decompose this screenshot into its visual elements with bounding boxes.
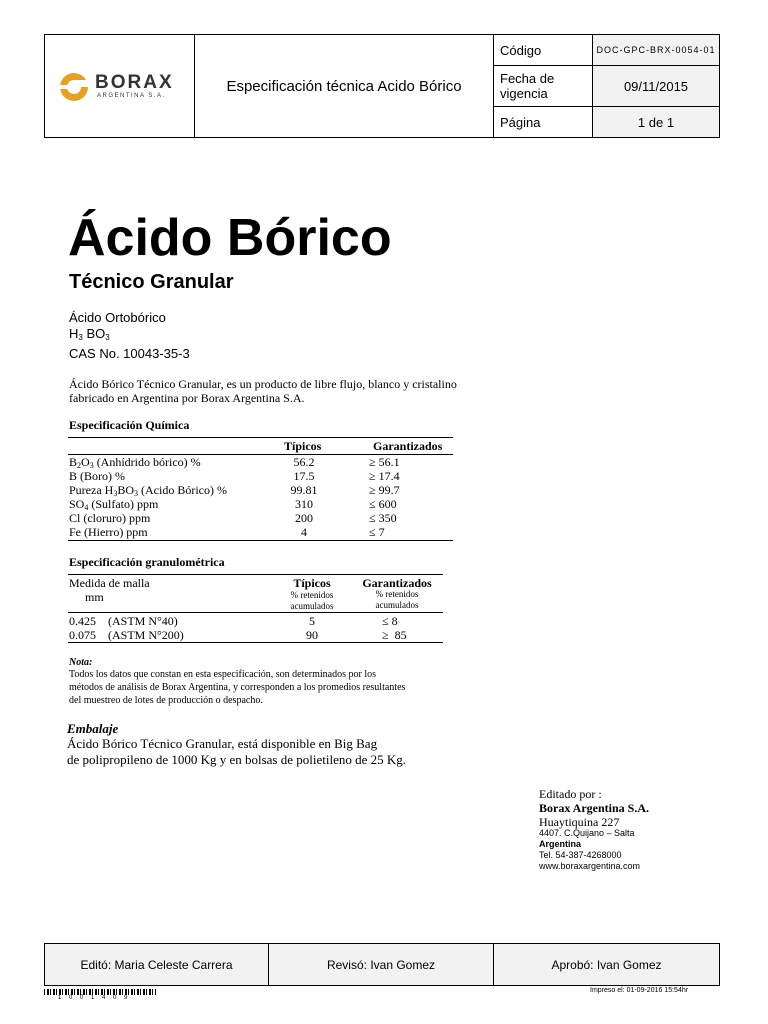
chem-row-guaranteed: ≤ 600 [369, 497, 397, 511]
chem-top-rule [68, 437, 453, 438]
cas-number: CAS No. 10043-35-3 [69, 346, 190, 361]
fecha-value: 09/11/2015 [593, 66, 719, 107]
chem-col-typicos: Típicos [284, 439, 322, 453]
chem-row [69, 455, 453, 469]
document-title: Especificación técnica Acido Bórico [195, 35, 494, 137]
chem-row-label: $SO_4$ (Sulfato) ppm [69, 497, 159, 512]
gran-row-guaranteed: ≥ 85 [382, 628, 407, 642]
chem-row [69, 511, 453, 525]
product-name: Ácido Bórico [68, 209, 392, 267]
chem-row-guaranteed: ≤ 7 [369, 525, 385, 539]
gran-top-rule [68, 574, 443, 575]
description-line-1: Ácido Bórico Técnico Granular, es un producto de libre flujo, blanco y cristalino [69, 377, 457, 391]
gran-row [69, 614, 443, 628]
codigo-label: Código [494, 35, 593, 66]
printed-date: Impreso el: 01-09-2016 15:54hr [590, 987, 689, 994]
pagina-value: 1 de 1 [593, 107, 719, 137]
logo-text: BORAX [95, 72, 174, 93]
chem-row-label: Pureza $H_3BO_3$ (Acido Bórico) % [69, 483, 227, 498]
footer-aprobo: Aprobó: Ivan Gomez [551, 957, 662, 972]
fecha-label: Fecha de vigencia [494, 66, 593, 107]
gran-col-typicos-sub2: acumulados [290, 601, 334, 611]
borax-logo-icon [58, 71, 92, 103]
product-formula: $H_3$ $BO_3$ [69, 326, 110, 342]
editor-street: Huaytiquina 227 [539, 815, 620, 829]
chem-row-guaranteed: ≥ 99.7 [369, 483, 400, 497]
note-title: Nota: [69, 657, 93, 668]
gran-row-typical: 90 [306, 628, 318, 642]
chem-row [69, 469, 453, 483]
gran-col-typicos-sub1: % retenidos [290, 590, 334, 600]
packaging-title: Embalaje [67, 721, 119, 736]
chem-col-garantizados: Garantizados [373, 439, 443, 453]
footer-table [44, 943, 720, 986]
chem-row-label: Cl (cloruro) ppm [69, 511, 151, 525]
chem-row-typical: 4 [301, 525, 307, 539]
chem-row [69, 497, 453, 511]
chem-row [69, 483, 453, 497]
note-line-2: métodos de análisis de Borax Argentina, y corresponden a los promedios resultantes [69, 682, 406, 693]
packaging-line-1: Ácido Bórico Técnico Granular, está disponible en Big Bag [67, 736, 378, 751]
chem-row-typical: 310 [295, 497, 313, 511]
note-line-1: Todos los datos que constan en esta especificación, son determinados por los [69, 669, 377, 680]
description-line-2: fabricado en Argentina por Borax Argentina S.A. [69, 391, 305, 405]
gran-row-mesh: 0.075 (ASTM N°200) [69, 628, 184, 642]
chem-row-guaranteed: ≤ 350 [369, 511, 397, 525]
footer-edito: Editó: Maria Celeste Carrera [45, 944, 269, 985]
chem-row-guaranteed: ≥ 56.1 [369, 455, 400, 469]
chem-row-typical: 99.81 [290, 483, 318, 497]
gran-col-garantizados-sub1: % retenidos [375, 589, 419, 599]
product-grade: Técnico Granular [69, 271, 234, 293]
chem-row-label: Fe (Hierro) ppm [69, 525, 148, 539]
gran-row-guaranteed: ≤ 8 [382, 614, 398, 628]
chem-row-label: B (Boro) % [69, 469, 125, 483]
editor-phone: Tel. 54-387-4268000 [539, 850, 622, 860]
chem-row-typical: 17.5 [293, 469, 315, 483]
packaging-line-2: de polipropileno de 1000 Kg y en bolsas de polietileno de 25 Kg. [67, 752, 407, 767]
editor-website: www.boraxargentina.com [539, 861, 641, 871]
chem-row-typical: 56.2 [293, 455, 315, 469]
codigo-value: DOC-GPC-BRX-0054-01 [593, 35, 719, 66]
gran-row-mesh: 0.425 (ASTM N°40) [69, 614, 178, 628]
logo-cell [45, 35, 195, 137]
editor-city: 4407. C.Quijano – Salta [539, 828, 635, 838]
product-synonym: Ácido Ortobórico [69, 310, 166, 325]
chem-row [69, 525, 453, 539]
gran-row [69, 628, 443, 642]
gran-col-mm: mm [85, 590, 104, 604]
gran-header-rule [68, 612, 443, 613]
pagina-label: Página [494, 107, 593, 137]
chem-row-label: $B_2O_3$ (Anhídrido bórico) % [69, 455, 201, 470]
gran-col-typicos: Típicos [293, 576, 331, 590]
gran-col-mesh: Medida de malla [69, 576, 150, 590]
header-table [44, 34, 720, 138]
editor-country: Argentina [539, 839, 582, 849]
chem-title: Especificación Química [69, 418, 190, 432]
chem-bottom-rule [68, 540, 453, 541]
logo-subtext: ARGENTINA S.A. [97, 93, 166, 99]
note-line-3: del muestreo de lotes de producción o despacho. [69, 695, 263, 706]
chem-row-typical: 200 [295, 511, 313, 525]
gran-col-garantizados-sub2: acumulados [375, 600, 419, 610]
footer-reviso: Revisó: Ivan Gomez [269, 944, 494, 985]
editor-company: Borax Argentina S.A. [539, 801, 650, 815]
barcode-digits: 1 0 0 1 4 0 9 [58, 995, 131, 1001]
chem-row-guaranteed: ≥ 17.4 [369, 469, 400, 483]
gran-col-garantizados: Garantizados [362, 576, 432, 590]
gran-row-typical: 5 [309, 614, 315, 628]
gran-title: Especificación granulométrica [69, 555, 225, 569]
editor-label: Editado por : [539, 787, 602, 801]
gran-bottom-rule [68, 642, 443, 643]
